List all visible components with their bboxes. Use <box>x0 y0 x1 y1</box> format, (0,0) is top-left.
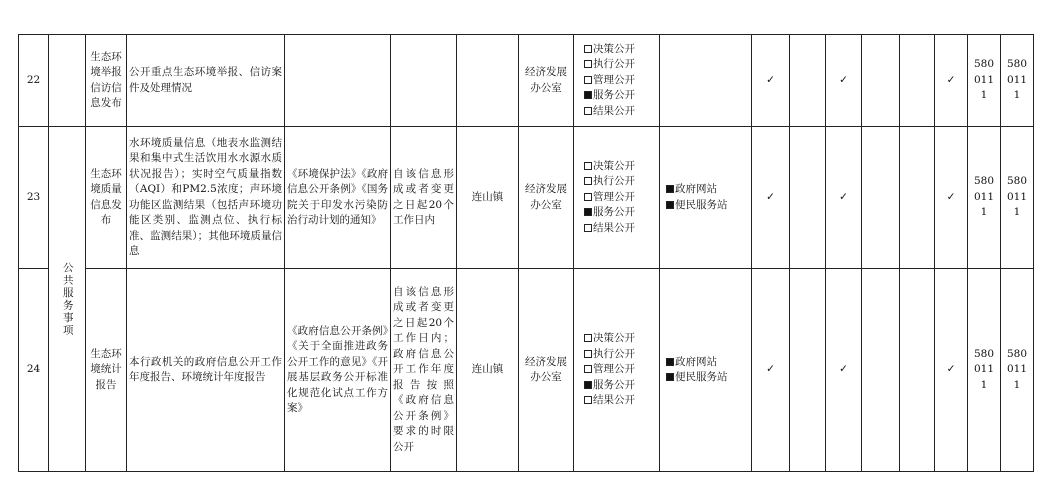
checked-box-icon <box>666 358 674 366</box>
check-mark-icon: ✓ <box>946 190 956 203</box>
scope-option-label: 决策公开 <box>593 332 635 345</box>
check-cell <box>826 35 862 127</box>
basis-cell <box>285 127 391 269</box>
scope-option <box>584 174 657 190</box>
basis-text: 《政府信息公开条例》《关于全面推进政务公开工作的意见》《开展基层政务公开标准化规范化试点工作方案》 <box>287 324 388 414</box>
checked-box-icon <box>666 201 674 209</box>
code-line: 1 <box>980 206 988 219</box>
row-number: 24 <box>26 363 41 376</box>
time-limit-cell <box>391 269 457 472</box>
code-line: 011 <box>973 363 995 376</box>
code-line: 580 <box>1006 347 1028 360</box>
time-limit-cell <box>391 127 457 269</box>
scope-option <box>584 42 657 58</box>
dept-text: 经济发展办公室 <box>525 66 567 94</box>
channel-cell <box>660 35 752 127</box>
code-line: 580 <box>973 175 995 188</box>
subject-text: 连山镇 <box>471 190 504 203</box>
unchecked-box-icon <box>584 76 592 84</box>
channel-option <box>666 182 749 198</box>
checked-box-icon <box>584 91 592 99</box>
dept-cell <box>519 127 574 269</box>
table-row <box>19 269 1034 472</box>
empty-cell <box>900 127 935 269</box>
scope-option <box>584 347 657 363</box>
scope-option-label: 管理公开 <box>593 363 635 376</box>
scope-option <box>584 57 657 73</box>
scope-option-label: 管理公开 <box>593 190 635 203</box>
empty-cell <box>862 269 900 472</box>
unchecked-box-icon <box>584 334 592 342</box>
code-line: 580 <box>973 347 995 360</box>
unchecked-box-icon <box>584 107 592 115</box>
channel-option <box>666 198 749 214</box>
row-number-cell <box>19 127 49 269</box>
code-cell <box>968 269 1001 472</box>
check-mark-icon: ✓ <box>946 363 956 376</box>
unchecked-box-icon <box>584 224 592 232</box>
unchecked-box-icon <box>584 350 592 358</box>
unchecked-box-icon <box>584 365 592 373</box>
item-name-cell <box>86 269 127 472</box>
dept-cell <box>519 35 574 127</box>
scope-option <box>584 393 657 409</box>
scope-option <box>584 378 657 394</box>
check-mark-icon: ✓ <box>946 73 956 86</box>
basis-text: 《环境保护法》《政府信息公开条例》《国务院关于印发水污染防治行动计划的通知》 <box>287 167 388 226</box>
check-mark-icon: ✓ <box>766 363 775 376</box>
empty-cell <box>862 35 900 127</box>
check-cell <box>826 269 862 472</box>
scope-option <box>584 88 657 104</box>
scope-option-label: 管理公开 <box>593 73 635 86</box>
scope-option <box>584 221 657 237</box>
row-number: 22 <box>26 73 41 86</box>
dept-cell <box>519 269 574 472</box>
empty-cell <box>862 127 900 269</box>
scope-option-label: 服务公开 <box>593 206 635 219</box>
unchecked-box-icon <box>584 177 592 185</box>
scope-option <box>584 159 657 175</box>
time-limit-text: 自该信息形成或者变更之日起20个工作日内 <box>393 167 454 226</box>
table-row <box>19 127 1034 269</box>
check-mark-icon: ✓ <box>766 73 775 86</box>
checked-box-icon <box>584 208 592 216</box>
code-line: 580 <box>1006 58 1028 71</box>
unchecked-box-icon <box>584 396 592 404</box>
check-cell <box>752 127 790 269</box>
code-cell <box>968 127 1001 269</box>
content-text: 公开重点生态环境举报、信访案件及处理情况 <box>129 66 282 94</box>
channel-label: 便民服务站 <box>675 371 728 383</box>
check-cell <box>752 35 790 127</box>
dept-text: 经济发展办公室 <box>525 355 567 383</box>
basis-cell <box>285 35 391 127</box>
scope-option-label: 服务公开 <box>593 89 635 102</box>
unchecked-box-icon <box>584 162 592 170</box>
code-line: 1 <box>980 89 988 102</box>
table-row <box>19 35 1034 127</box>
code-line: 1 <box>1013 89 1021 102</box>
subject-cell <box>457 269 519 472</box>
check-cell <box>826 127 862 269</box>
scope-option <box>584 190 657 206</box>
unchecked-box-icon <box>584 60 592 68</box>
scope-option <box>584 331 657 347</box>
dept-text: 经济发展办公室 <box>525 183 567 211</box>
scope-option-label: 服务公开 <box>593 378 635 391</box>
content-cell <box>127 35 285 127</box>
check-mark-icon: ✓ <box>839 363 848 376</box>
unchecked-box-icon <box>584 45 592 53</box>
code-line: 1 <box>1013 206 1021 219</box>
code-line: 011 <box>1006 190 1028 203</box>
channel-label: 政府网站 <box>675 355 717 368</box>
empty-cell <box>900 269 935 472</box>
checked-box-icon <box>666 185 674 193</box>
code-cell <box>1001 35 1034 127</box>
scope-option <box>584 362 657 378</box>
channel-option <box>666 370 749 386</box>
category-label: 公共服务事项 <box>61 261 74 337</box>
code-cell <box>968 35 1001 127</box>
check-mark-icon: ✓ <box>839 73 848 86</box>
scope-option-label: 执行公开 <box>593 347 635 360</box>
content-cell <box>127 269 285 472</box>
subject-cell <box>457 35 519 127</box>
code-line: 1 <box>980 378 988 391</box>
scope-option-label: 决策公开 <box>593 159 635 172</box>
scope-option <box>584 205 657 221</box>
basis-cell <box>285 269 391 472</box>
category-cell-empty <box>49 35 86 127</box>
code-line: 580 <box>973 58 995 71</box>
channel-cell <box>660 269 752 472</box>
item-name-cell <box>86 35 127 127</box>
check-cell <box>752 269 790 472</box>
code-cell <box>1001 269 1034 472</box>
scope-cell <box>574 269 660 472</box>
subject-cell <box>457 127 519 269</box>
item-name: 生态环境质量信息发布 <box>90 167 122 226</box>
scope-option-label: 结果公开 <box>593 104 635 117</box>
checked-box-icon <box>584 381 592 389</box>
empty-cell <box>900 35 935 127</box>
scope-option-label: 结果公开 <box>593 394 635 407</box>
code-line: 011 <box>1006 363 1028 376</box>
unchecked-box-icon <box>584 193 592 201</box>
scope-option-label: 决策公开 <box>593 42 635 55</box>
disclosure-table <box>18 34 1034 472</box>
scope-option <box>584 104 657 120</box>
scope-cell <box>574 127 660 269</box>
scope-cell <box>574 35 660 127</box>
scope-option-label: 结果公开 <box>593 221 635 234</box>
row-number: 23 <box>26 190 41 203</box>
check-mark-icon: ✓ <box>839 190 848 203</box>
code-line: 011 <box>1006 73 1028 86</box>
content-cell <box>127 127 285 269</box>
channel-label: 便民服务站 <box>675 198 728 211</box>
empty-cell <box>790 35 826 127</box>
check-mark-icon: ✓ <box>766 190 775 203</box>
empty-cell <box>790 127 826 269</box>
row-number-cell <box>19 269 49 472</box>
scope-option-label: 执行公开 <box>593 175 635 188</box>
content-text: 本行政机关的政府信息公开工作年度报告、环境统计年度报告 <box>129 355 282 383</box>
channel-cell <box>660 127 752 269</box>
check-cell <box>935 127 968 269</box>
code-line: 1 <box>1013 378 1021 391</box>
item-name-cell <box>86 127 127 269</box>
content-text: 水环境质量信息（地表水监测结果和集中式生活饮用水水源水质状况报告）；实时空气质量指数（AQI）和PM2.5浓度；声环境功能区监测结果（包括声环境功能区类别、监测点位、执行标准、监测结果）；其他环境质量信息 <box>129 136 282 257</box>
time-limit-text: 自该信息形成或者变更之日起20个工作日内；政府信息公开工作年度报告按照《政府信息公开条例》要求的时限公开 <box>393 285 454 453</box>
channel-option <box>666 355 749 371</box>
check-cell <box>935 35 968 127</box>
subject-text: 连山镇 <box>471 363 504 376</box>
checked-box-icon <box>666 373 674 381</box>
item-name: 生态环境举报信访信息发布 <box>90 50 122 109</box>
code-line: 580 <box>1006 175 1028 188</box>
empty-cell <box>790 269 826 472</box>
code-line: 011 <box>973 190 995 203</box>
scope-option <box>584 73 657 89</box>
row-number-cell <box>19 35 49 127</box>
channel-label: 政府网站 <box>675 183 717 195</box>
item-name: 生态环境统计报告 <box>90 347 122 391</box>
code-cell <box>1001 127 1034 269</box>
scope-option-label: 执行公开 <box>593 58 635 71</box>
check-cell <box>935 269 968 472</box>
code-line: 011 <box>973 73 995 86</box>
category-cell <box>49 127 86 472</box>
time-limit-cell <box>391 35 457 127</box>
